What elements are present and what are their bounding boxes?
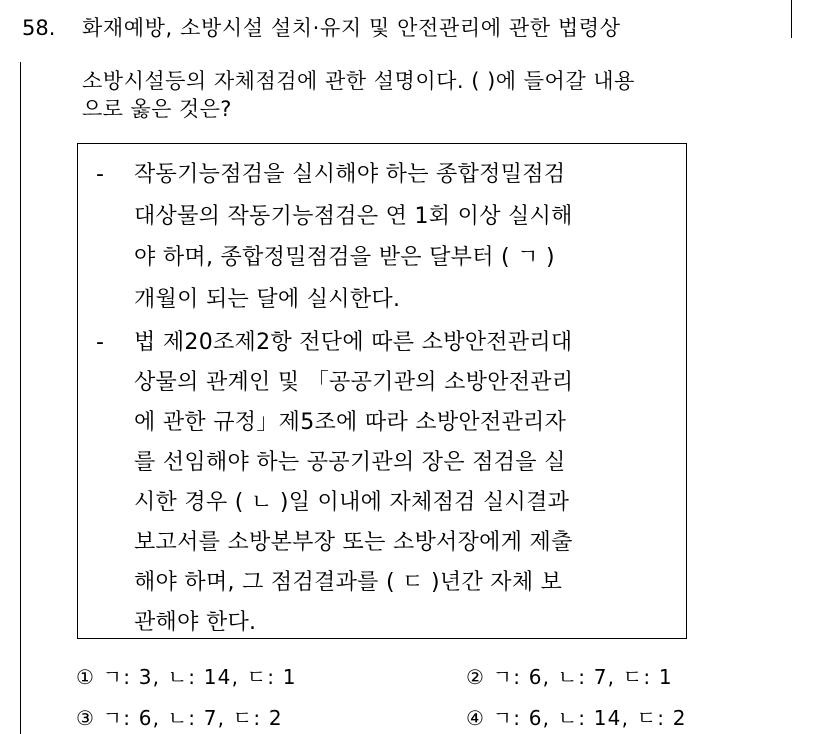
item-1-line-4: 개월이 되는 달에 실시한다. [134, 287, 401, 312]
item-2-line-6: 보고서를 소방본부장 또는 소방서장에게 제출 [134, 530, 573, 555]
item-2-line-5: 시한 경우 ( ㄴ )일 이내에 자체점검 실시결과 [134, 490, 570, 515]
question-text-line-1: 화재예방, 소방시설 설치·유지 및 안전관리에 관한 법령상 [82, 16, 621, 40]
item-1-line-2: 대상물의 작동기능점검은 연 1회 이상 실시해 [134, 204, 573, 229]
choice-2[interactable]: ② ㄱ: 6, ㄴ: 7, ㄷ: 1 [466, 665, 673, 689]
question-text-line-2: 소방시설등의 자체점검에 관한 설명이다. ( )에 들어갈 내용 [82, 69, 635, 93]
item-1-line-3: 야 하며, 종합정밀점검을 받은 달부터 ( ㄱ ) [134, 245, 555, 270]
item-2-line-1: 법 제20조제2항 전단에 따른 소방안전관리대 [134, 330, 573, 355]
choice-3[interactable]: ③ ㄱ: 6, ㄴ: 7, ㄷ: 2 [76, 706, 283, 730]
item-2-line-4: 를 선임해야 하는 공공기관의 장은 점검을 실 [134, 450, 566, 475]
question-number: 58. [22, 16, 56, 40]
item-2-line-8: 관해야 한다. [134, 610, 257, 635]
item-2-line-2: 상물의 관계인 및 「공공기관의 소방안전관리 [134, 370, 574, 395]
column-divider-left [20, 62, 21, 734]
item-1-dash: - [96, 162, 104, 187]
column-divider-top [791, 0, 792, 38]
choice-1[interactable]: ① ㄱ: 3, ㄴ: 14, ㄷ: 1 [76, 665, 297, 689]
question-text-line-3: 으로 옳은 것은? [82, 97, 232, 121]
item-2-dash: - [96, 330, 104, 355]
item-2-line-3: 에 관한 규정」제5조에 따라 소방안전관리자 [134, 410, 567, 435]
item-1-line-1: 작동기능점검을 실시해야 하는 종합정밀점검 [134, 162, 566, 187]
item-2-line-7: 해야 하며, 그 점검결과를 ( ㄷ )년간 자체 보 [134, 570, 563, 595]
choice-4[interactable]: ④ ㄱ: 6, ㄴ: 14, ㄷ: 2 [466, 706, 687, 730]
